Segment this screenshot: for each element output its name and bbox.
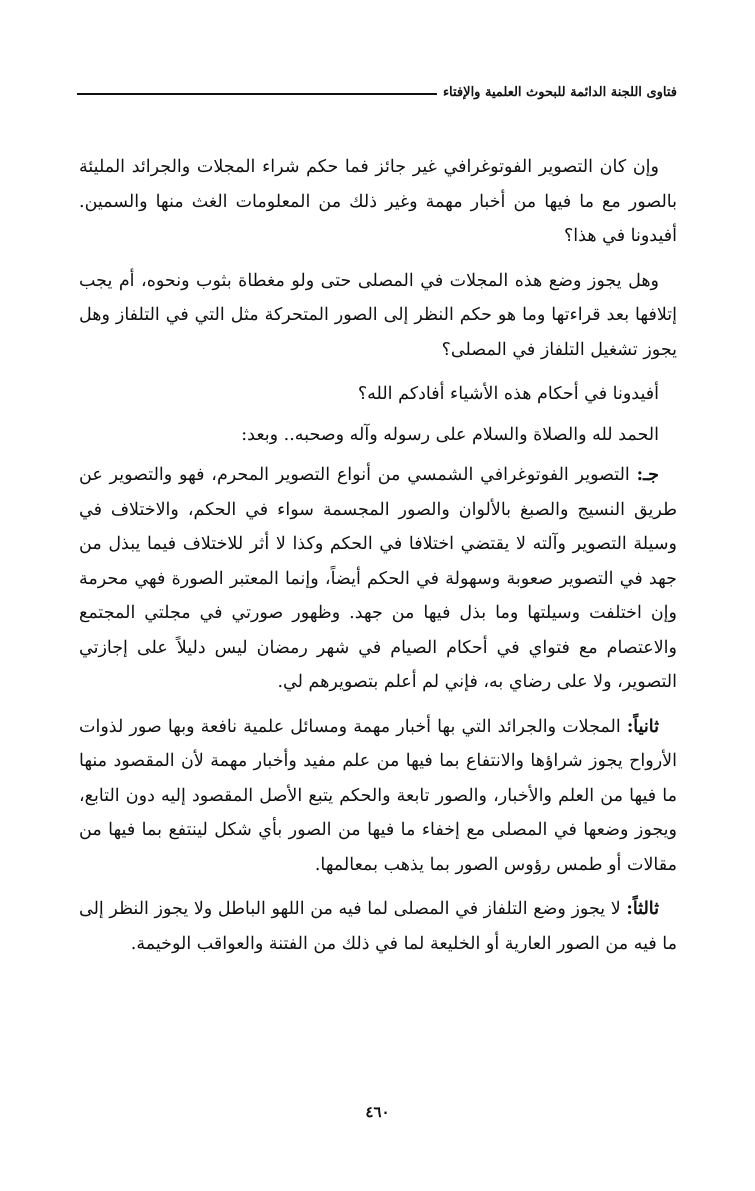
answer-text-third: لا يجوز وضع التلفاز في المصلى لما فيه من اللهو الباطل ولا يجوز النظر إلى ما فيه من الصور العارية أو الخليعة لما في ذلك من الفتنة والعواقب الوخيمة. (79, 899, 677, 954)
question-paragraph-2: وهل يجوز وضع هذه المجلات في المصلى حتى ولو مغطاة بثوب ونحوه، أم يجب إتلافها بعد قراءتها وما هو حكم النظر إلى الصور المتحركة مثل التي في التلفاز وهل يجوز تشغيل التلفاز في المصلى؟ (79, 270, 677, 360)
answer-label-c: جـ: (636, 465, 659, 485)
running-header (77, 62, 677, 102)
question-paragraph-3: أفيدونا في أحكام هذه الأشياء أفادكم الله؟ (357, 384, 659, 404)
answer-opening: الحمد لله والصلاة والسلام على رسوله وآله وصحبه.. وبعد: (241, 424, 659, 445)
answer-label-third: ثالثاً: (626, 899, 659, 919)
answer-paragraph-second (79, 710, 677, 883)
answer-label-second: ثانياً: (626, 716, 659, 737)
body-text (79, 150, 677, 971)
answer-text-second: المجلات والجرائد التي بها أخبار مهمة ومسائل علمية نافعة وبها صور لذوات الأرواح يجوز شراؤها والانتفاع بما فيها من علم مفيد وأخبار مهمة لأن المقصود منها ما فيها من العلم والأخبار، والصور تابعة والحكم يتبع الأصل المقصود إليه دون التابع، ويجوز وضعها في المصلى مع إخفاء ما فيها من الصور بأي شكل لينتفع بما فيها من مقالات أو طمس رؤوس الصور بما يذهب بمعالمها. (79, 716, 677, 875)
answer-text-c: التصوير الفوتوغرافي الشمسي من أنواع التصوير المحرم، فهو والتصوير عن طريق النسيج والصبغ بالألوان والصور المجسمة سواء في الحكم، والاختلاف في وسيلة التصوير وآلته لا يقتضي اختلافا في الحكم وكذا لا أثر للاختلاف فيما يبذل من جهد في التصوير صعوبة وسهولة في الحكم أيضاً، وإنما المعتبر الصورة فهي محرمة وإن اختلفت وسيلتها وما بذل فيها من جهد. وظهور صورتي في مجلتي المجتمع والاعتصام مع فتواي في أحكام الصيام في شهر رمضان ليس دليلاً على إجازتي التصوير، ولا على رضاي به، فإني لم أعلم بتصويرهم لي. (79, 465, 677, 692)
page-number: ٤٦٠ (365, 1103, 390, 1121)
running-title: فتاوى اللجنة الدائمة للبحوث العلمية والإفتاء (442, 85, 677, 100)
answer-paragraph-third (79, 892, 677, 961)
answer-paragraph-c (79, 458, 677, 700)
header-rule (77, 93, 437, 95)
question-paragraph-1: وإن كان التصوير الفوتوغرافي غير جائز فما حكم شراء المجلات والجرائد المليئة بالصور مع ما فيها من أخبار مهمة وغير ذلك من المعلومات الغث منها والسمين. أفيدونا في هذا؟ (79, 157, 677, 246)
